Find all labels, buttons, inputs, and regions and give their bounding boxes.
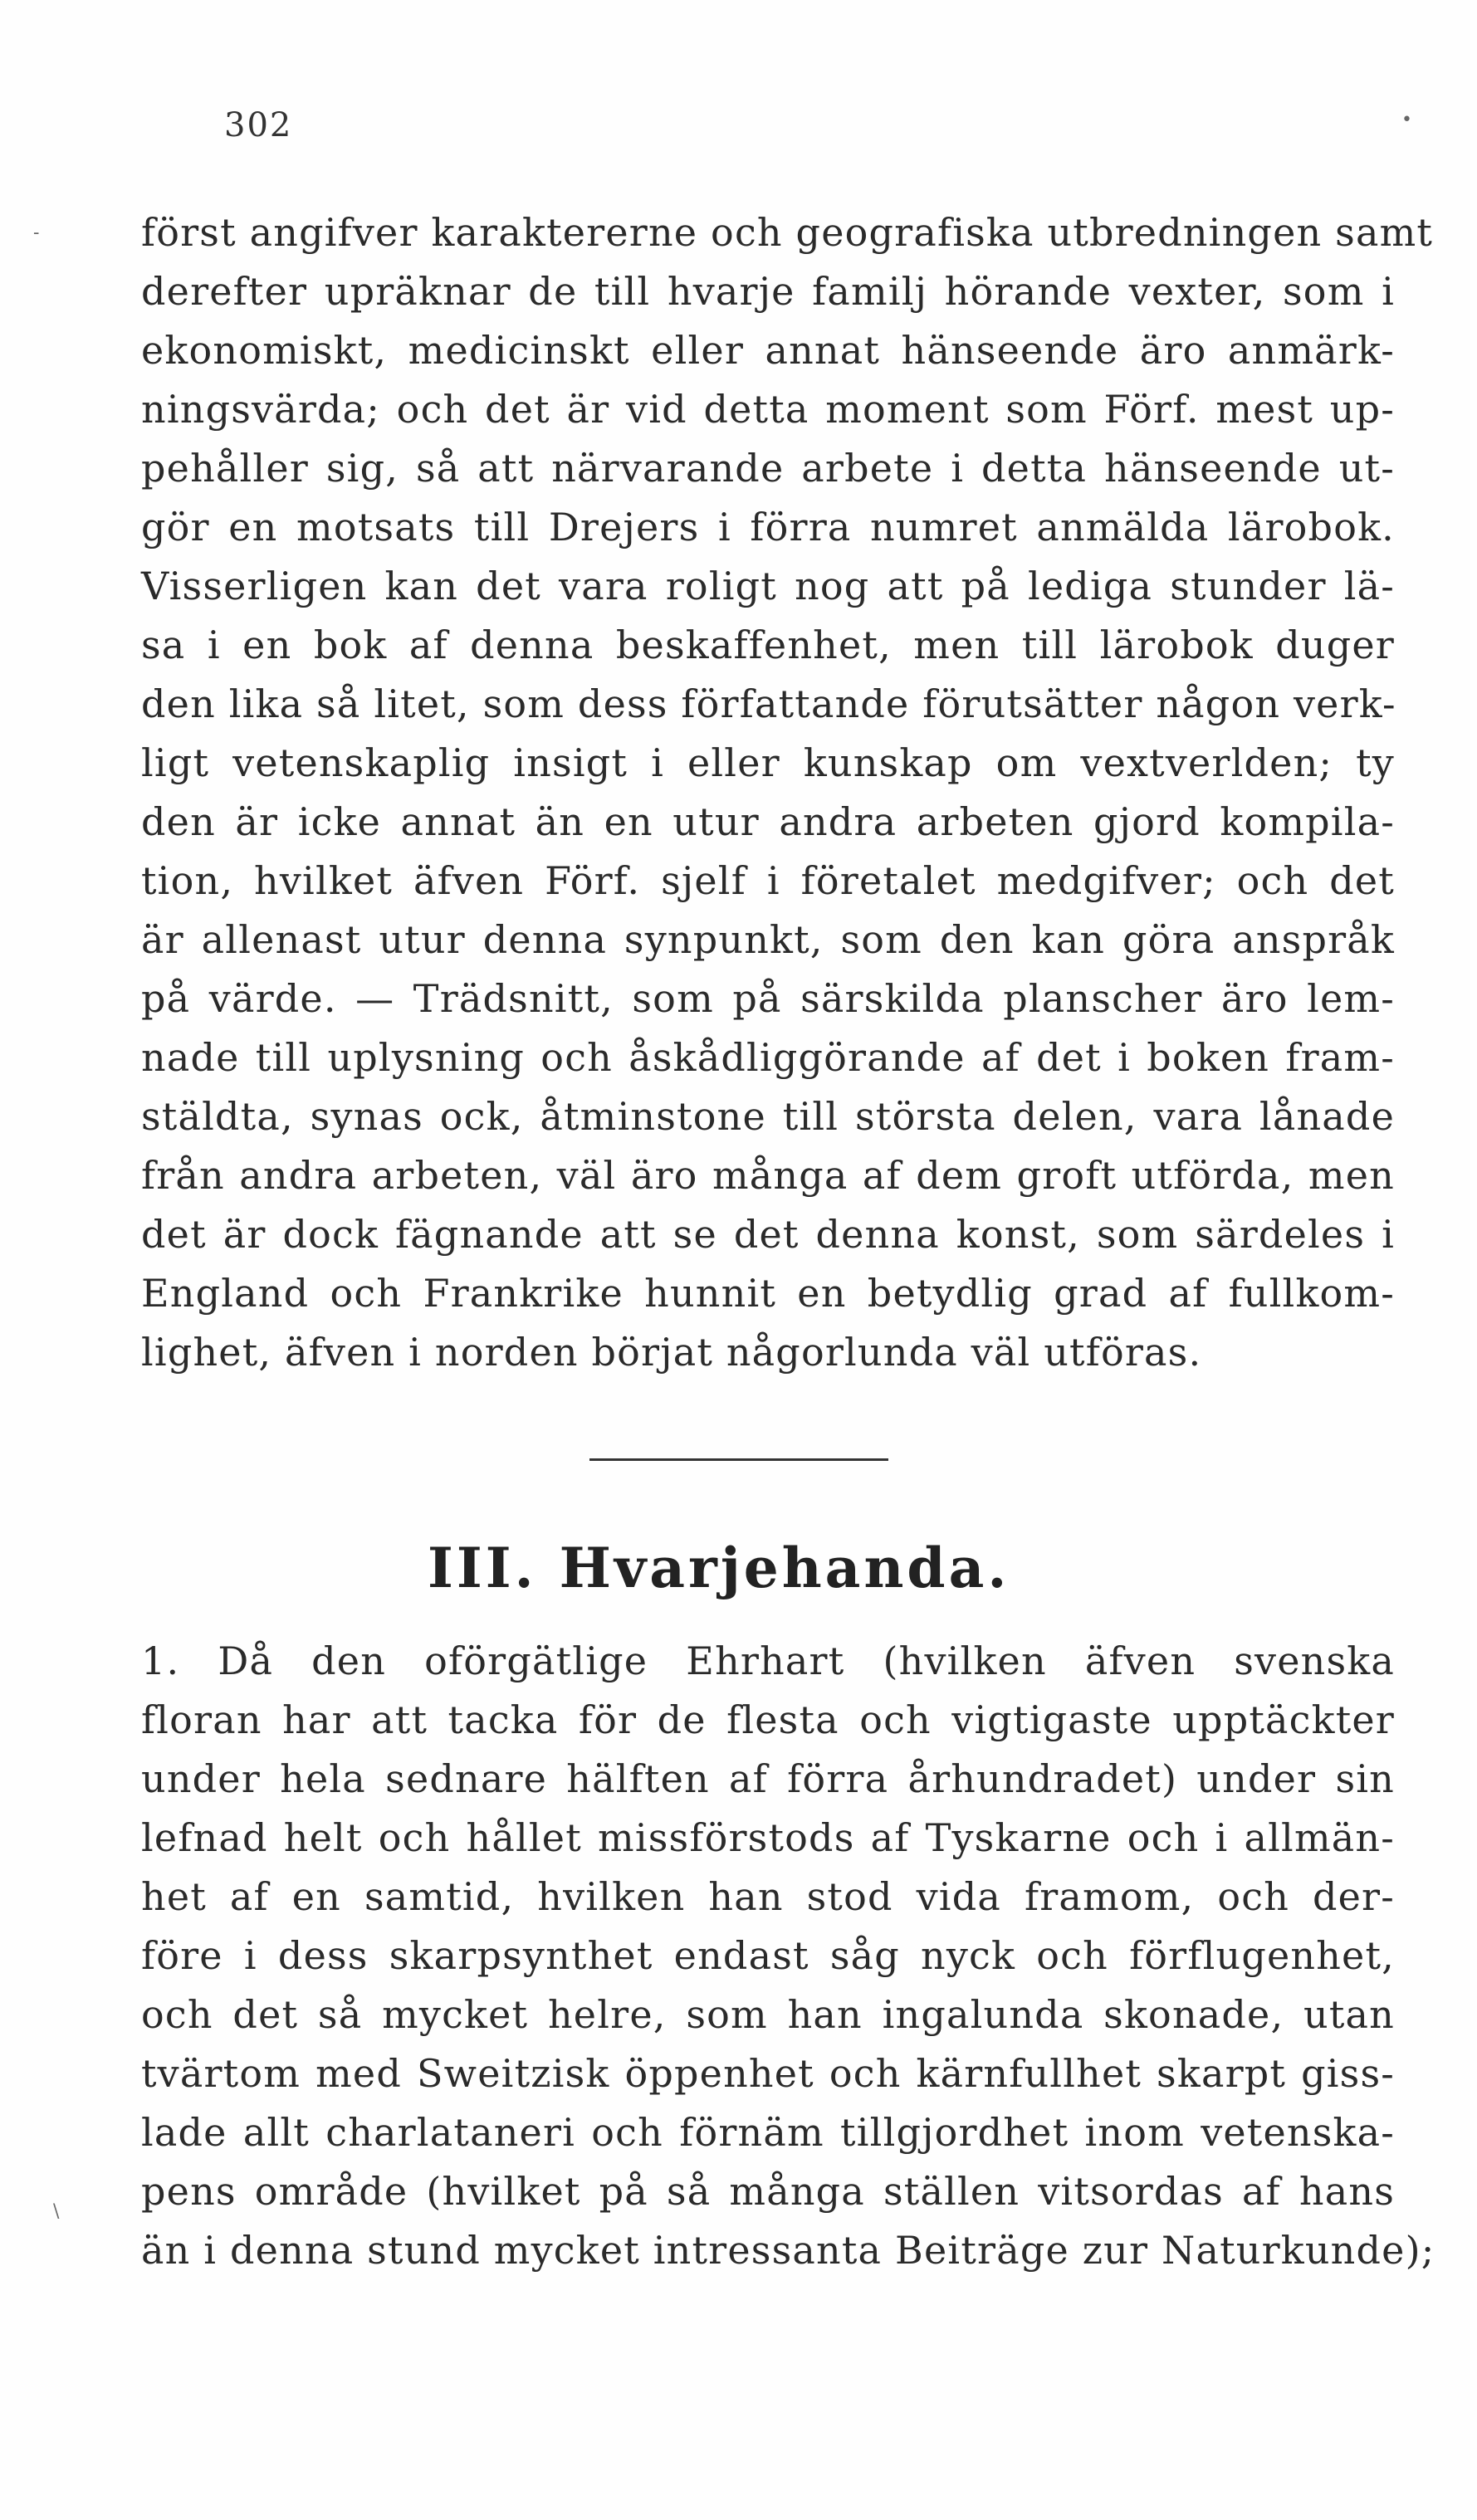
text-line: derefter upräknar de till hvarje familj hörande vexter, som i <box>141 269 1395 314</box>
print-mark-dash: - <box>33 222 40 243</box>
text-line: stäldta, synas ock, åtminstone till största delen, vara lånade <box>141 1094 1395 1139</box>
text-line: ekonomiskt, medicinskt eller annat hänseende äro anmärk- <box>141 328 1395 373</box>
section-divider <box>589 1458 888 1461</box>
text-line: het af en samtid, hvilken han stod vida framom, och der- <box>141 1874 1395 1919</box>
text-line: pehåller sig, så att närvarande arbete i detta hänseende ut- <box>141 446 1395 491</box>
miscellany-paragraph <box>141 1632 1435 2280</box>
text-line: den är icke annat än en utur andra arbeten gjord kompila- <box>141 799 1395 844</box>
text-line: på värde. — Trädsnitt, som på särskilda planscher äro lem- <box>141 976 1395 1021</box>
text-line: sa i en bok af denna beskaffenhet, men till lärobok duger <box>141 623 1395 667</box>
text-line: den lika så litet, som dess författande förutsätter någon verk- <box>141 681 1396 726</box>
text-line: lade allt charlataneri och förnäm tillgjordhet inom vetenska- <box>141 2110 1395 2155</box>
text-line: gör en motsats till Drejers i förra numret anmälda lärobok. <box>141 505 1395 549</box>
text-line: först angifver karaktererne och geografiska utbredningen samt <box>141 210 1434 255</box>
text-line: England och Frankrike hunnit en betydlig grad af fullkom- <box>141 1271 1395 1316</box>
text-line: 1. Då den oförgätlige Ehrhart (hvilken äfven svenska <box>141 1638 1395 1683</box>
text-line: lighet, äfven i norden börjat någorlunda väl utföras. <box>141 1330 1202 1375</box>
text-line: är allenast utur denna synpunkt, som den kan göra anspråk <box>141 917 1395 962</box>
text-line: tvärtom med Sweitzisk öppenhet och kärnfullhet skarpt giss- <box>141 2051 1395 2096</box>
text-line: floran har att tacka för de flesta och vigtigaste upptäckter <box>141 1697 1395 1742</box>
text-line: före i dess skarpsynthet endast såg nyck och förflugenhet, <box>141 1933 1395 1978</box>
page-number: 302 <box>224 106 293 144</box>
text-line: Visserligen kan det vara roligt nog att på lediga stunder lä- <box>141 564 1395 608</box>
text-line: och det så mycket helre, som han ingalunda skonade, utan <box>141 1992 1395 2037</box>
print-mark-dot: • <box>1401 110 1412 130</box>
text-line: ligt vetenskaplig insigt i eller kunskap om vextverlden; ty <box>141 740 1395 785</box>
print-mark-stroke: \ <box>53 2201 60 2222</box>
text-line: än i denna stund mycket intressanta Beiträge zur Naturkunde); <box>141 2228 1435 2273</box>
text-line: under hela sednare hälften af förra århundradet) under sin <box>141 1756 1395 1801</box>
text-line: från andra arbeten, väl äro många af dem groft utförda, men <box>141 1153 1395 1198</box>
text-line: ningsvärda; och det är vid detta moment som Förf. mest up- <box>141 387 1395 432</box>
section-heading: III. Hvarjehanda. <box>428 1536 1010 1600</box>
text-line: pens område (hvilket på så många ställen vitsordas af hans <box>141 2169 1395 2214</box>
text-line: nade till uplysning och åskådliggörande af det i boken fram- <box>141 1035 1395 1080</box>
text-line: lefnad helt och hållet missförstods af Tyskarne och i allmän- <box>141 1815 1395 1860</box>
text-line: det är dock fägnande att se det denna konst, som särdeles i <box>141 1212 1395 1257</box>
review-paragraph <box>141 203 1434 1382</box>
text-line: tion, hvilket äfven Förf. sjelf i företalet medgifver; och det <box>141 858 1395 903</box>
